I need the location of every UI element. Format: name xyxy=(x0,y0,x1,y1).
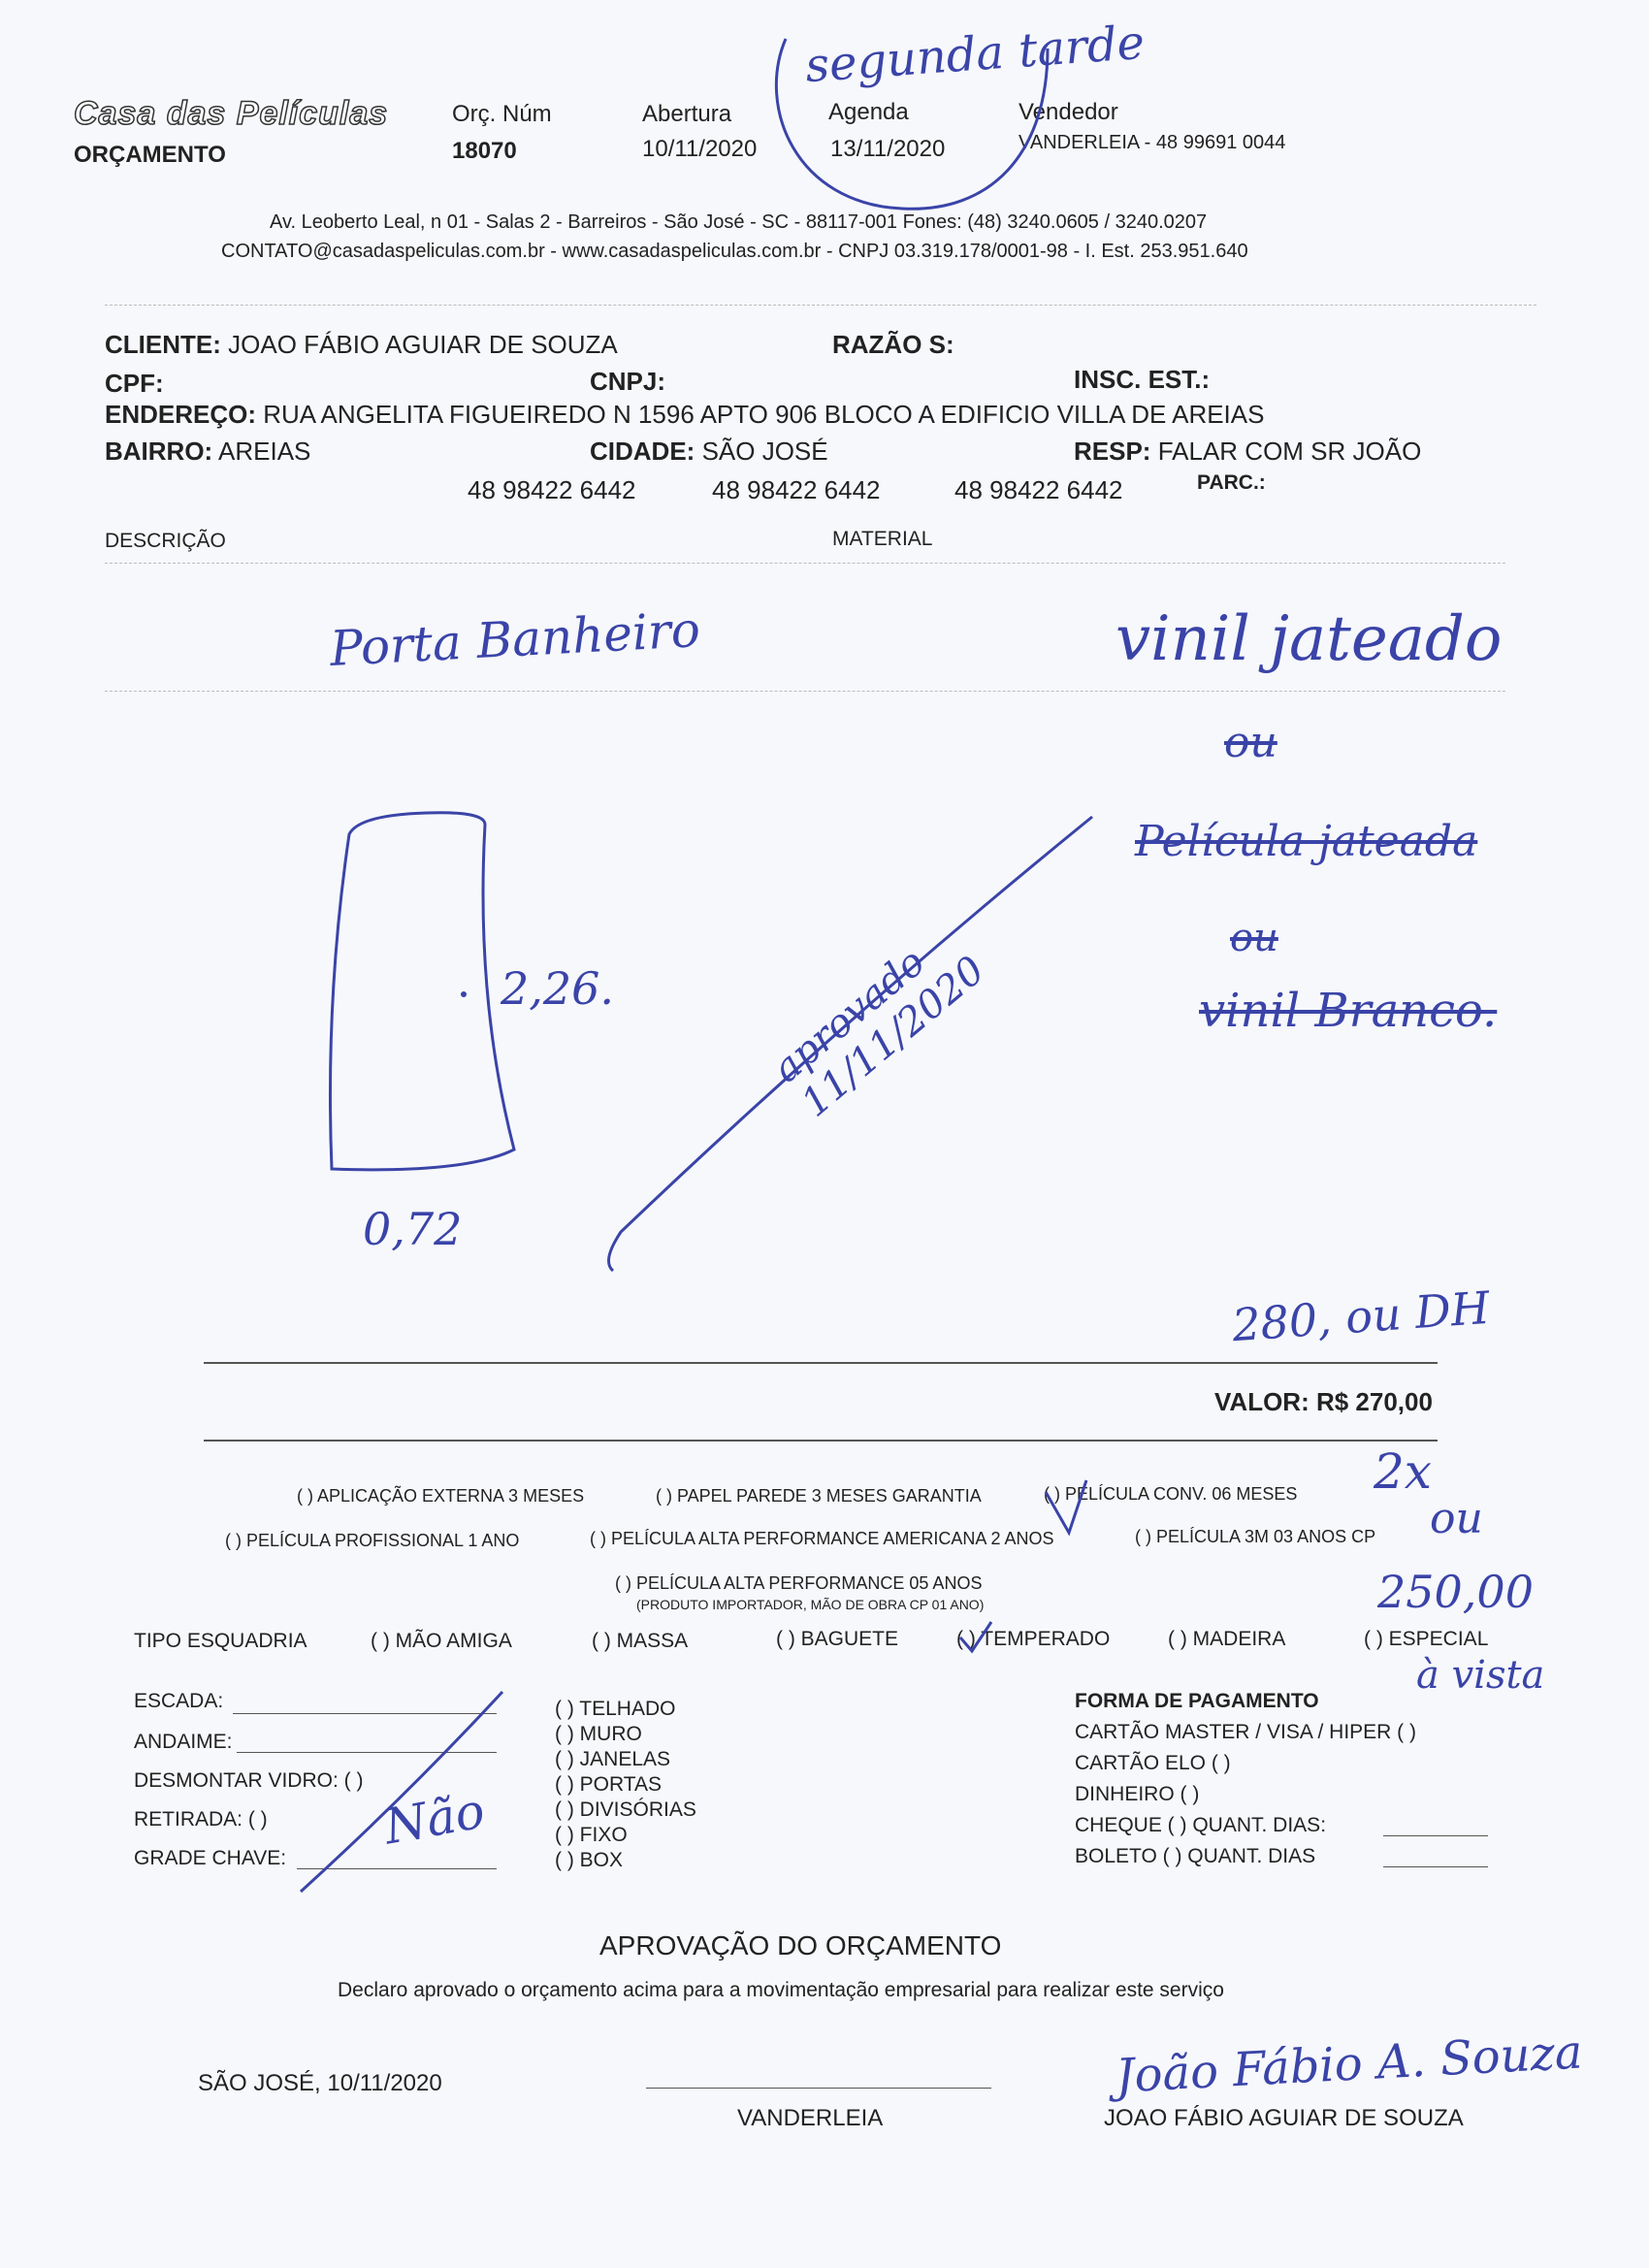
payment-boleto-line xyxy=(1383,1866,1488,1867)
hw-price-alt: 280, ou DH xyxy=(1230,1280,1492,1352)
bairro-value: AREIAS xyxy=(218,437,311,466)
extra-divisorias: ( ) DIVISÓRIAS xyxy=(555,1798,696,1821)
valor-line-bottom xyxy=(204,1440,1438,1442)
insc-label: INSC. EST.: xyxy=(1074,365,1211,394)
resp-label: RESP: xyxy=(1074,437,1151,466)
service-aplicacao-externa: ( ) APLICAÇÃO EXTERNA 3 MESES xyxy=(297,1486,585,1506)
esquadria-especial: ( ) ESPECIAL xyxy=(1364,1628,1489,1650)
phone-3: 48 98422 6442 xyxy=(954,475,1123,504)
phone-2: 48 98422 6442 xyxy=(712,475,881,504)
vendedor-value: VANDERLEIA - 48 99691 0044 xyxy=(1018,132,1286,153)
hw-approval-slash xyxy=(601,805,1106,1280)
hw-nao: Não xyxy=(379,1782,489,1856)
cidade-label: CIDADE: xyxy=(590,437,695,466)
extra-box: ( ) BOX xyxy=(555,1849,624,1871)
cliente-field xyxy=(105,330,618,360)
esquadria-madeira: ( ) MADEIRA xyxy=(1168,1628,1286,1650)
payment-cheque-line xyxy=(1383,1835,1488,1836)
material-header: MATERIAL xyxy=(832,528,933,550)
extra-desmontar: DESMONTAR VIDRO: ( ) xyxy=(134,1769,364,1792)
extra-escada-line xyxy=(233,1713,497,1714)
cpf-label: CPF: xyxy=(105,369,164,398)
cidade-value: SÃO JOSÉ xyxy=(701,437,828,466)
hw-client-signature: João Fábio A. Souza xyxy=(1114,2025,1584,2104)
service-pelicula-conv: ( ) PELÍCULA CONV. 06 MESES xyxy=(1044,1484,1298,1504)
hw-price-or: ou xyxy=(1430,1494,1483,1543)
hw-material-2: Película jateada xyxy=(1135,817,1478,866)
payment-boleto: BOLETO ( ) QUANT. DIAS xyxy=(1075,1845,1316,1867)
seller-sig-line xyxy=(646,2088,991,2089)
hw-material-1: vinil jateado xyxy=(1116,603,1503,675)
esquadria-massa: ( ) MASSA xyxy=(592,1630,689,1652)
extra-portas: ( ) PORTAS xyxy=(555,1773,663,1796)
company-logo: Casa das Películas xyxy=(74,95,389,132)
columns-divider xyxy=(105,563,1505,564)
hw-extras-strike xyxy=(291,1688,514,1901)
valor-line-top xyxy=(204,1362,1438,1364)
abertura-label: Abertura xyxy=(642,101,732,127)
extra-muro: ( ) MURO xyxy=(555,1723,642,1745)
payment-dinheiro: DINHEIRO ( ) xyxy=(1075,1783,1200,1805)
payment-title: FORMA DE PAGAMENTO xyxy=(1075,1690,1319,1712)
endereco-field xyxy=(105,400,1264,430)
abertura-value: 10/11/2020 xyxy=(642,136,758,162)
extra-janelas: ( ) JANELAS xyxy=(555,1748,671,1770)
phone-1: 48 98422 6442 xyxy=(468,475,636,504)
first-line-divider xyxy=(105,691,1505,692)
vendedor-label: Vendedor xyxy=(1018,99,1118,125)
endereco-value: RUA ANGELITA FIGUEIREDO N 1596 APTO 906 BLOCO A EDIFICIO VILLA DE AREIAS xyxy=(263,400,1265,429)
company-contact: CONTATO@casadaspeliculas.com.br - www.casadaspeliculas.com.br - CNPJ 03.319.178/0001-98 - I. Est. 253.951.640 xyxy=(221,241,1248,262)
cliente-value: JOAO FÁBIO AGUIAR DE SOUZA xyxy=(228,330,618,359)
extra-telhado: ( ) TELHADO xyxy=(555,1698,676,1720)
approval-title: APROVAÇÃO DO ORÇAMENTO xyxy=(599,1930,1002,1960)
hw-approval: aprovado 11/11/2020 xyxy=(764,939,993,1126)
esquadria-label: TIPO ESQUADRIA xyxy=(134,1630,307,1652)
esquadria-baguete: ( ) BAGUETE xyxy=(776,1628,899,1650)
hw-top-note: segunda tarde xyxy=(803,15,1147,94)
hw-material-or-1: ou xyxy=(1224,718,1277,767)
esquadria-mao-amiga: ( ) MÃO AMIGA xyxy=(371,1630,512,1652)
cidade-field xyxy=(590,437,828,467)
extra-andaime xyxy=(134,1731,233,1754)
cnpj-label: CNPJ: xyxy=(590,367,666,396)
seller-signature-name: VANDERLEIA xyxy=(737,2105,884,2131)
client-signature-name: JOAO FÁBIO AGUIAR DE SOUZA xyxy=(1104,2105,1464,2131)
extra-retirada: RETIRADA: ( ) xyxy=(134,1808,268,1831)
hw-descricao: Porta Banheiro xyxy=(328,601,702,677)
extra-andaime-line xyxy=(237,1752,497,1753)
service-pelicula-profissional: ( ) PELÍCULA PROFISSIONAL 1 ANO xyxy=(225,1531,520,1550)
payment-master: CARTÃO MASTER / VISA / HIPER ( ) xyxy=(1075,1721,1417,1743)
extra-andaime-label: ANDAIME: xyxy=(134,1731,233,1753)
service-alta-performance-05: ( ) PELÍCULA ALTA PERFORMANCE 05 ANOS xyxy=(615,1573,983,1593)
hw-width: 0,72 xyxy=(363,1203,463,1255)
service-pelicula-3m: ( ) PELÍCULA 3M 03 ANOS CP xyxy=(1135,1527,1376,1546)
resp-value: FALAR COM SR JOÃO xyxy=(1157,437,1422,466)
hw-price-cash: 250,00 xyxy=(1377,1566,1534,1618)
razao-label: RAZÃO S: xyxy=(832,330,954,359)
orc-value: 18070 xyxy=(452,138,517,164)
agenda-label: Agenda xyxy=(828,99,909,125)
cliente-label: CLIENTE: xyxy=(105,330,221,359)
extra-escada-label: ESCADA: xyxy=(134,1690,224,1712)
extra-fixo: ( ) FIXO xyxy=(555,1824,628,1846)
endereco-label: ENDEREÇO: xyxy=(105,400,257,429)
company-address: Av. Leoberto Leal, n 01 - Salas 2 - Barreiros - São José - SC - 88117-001 Fones: (48) 3240.0605 / 3240.0207 xyxy=(270,211,1208,233)
hw-door-sketch xyxy=(320,805,534,1193)
approval-text: Declaro aprovado o orçamento acima para a movimentação empresarial para realizar este serviço xyxy=(338,1979,1224,2001)
extra-grade-chave xyxy=(134,1847,286,1870)
bairro-field xyxy=(105,437,310,467)
service-papel-parede: ( ) PAPEL PAREDE 3 MESES GARANTIA xyxy=(656,1486,982,1506)
agenda-value: 13/11/2020 xyxy=(830,136,946,162)
service-pelicula-americana: ( ) PELÍCULA ALTA PERFORMANCE AMERICANA 2 ANOS xyxy=(590,1529,1054,1548)
orc-label: Orç. Núm xyxy=(452,101,552,127)
hw-price-2x: 2x xyxy=(1374,1443,1433,1500)
hw-height: 2,26. xyxy=(501,962,615,1015)
hw-material-or-2: ou xyxy=(1230,916,1278,960)
resp-field xyxy=(1074,437,1421,467)
hw-material-3: vinil Branco. xyxy=(1199,984,1498,1038)
extra-grade-line xyxy=(297,1868,497,1869)
doc-type: ORÇAMENTO xyxy=(74,142,226,168)
payment-elo: CARTÃO ELO ( ) xyxy=(1075,1752,1231,1774)
descricao-header: DESCRIÇÃO xyxy=(105,530,226,552)
bairro-label: BAIRRO: xyxy=(105,437,213,466)
extra-grade-label: GRADE CHAVE: xyxy=(134,1847,287,1869)
header-divider xyxy=(105,305,1536,306)
hw-price-cash-note: à vista xyxy=(1416,1653,1545,1698)
extra-escada xyxy=(134,1690,223,1713)
esquadria-temperado: ( ) TEMPERADO xyxy=(956,1628,1111,1650)
approval-place-date: SÃO JOSÉ, 10/11/2020 xyxy=(198,2070,442,2096)
valor-label: VALOR: R$ 270,00 xyxy=(1214,1387,1433,1416)
payment-cheque: CHEQUE ( ) QUANT. DIAS: xyxy=(1075,1814,1327,1836)
hw-top-circle xyxy=(757,29,1077,223)
parc-label: PARC.: xyxy=(1197,471,1266,494)
service-alta-performance-note: (PRODUTO IMPORTADOR, MÃO DE OBRA CP 01 ANO) xyxy=(636,1597,985,1612)
